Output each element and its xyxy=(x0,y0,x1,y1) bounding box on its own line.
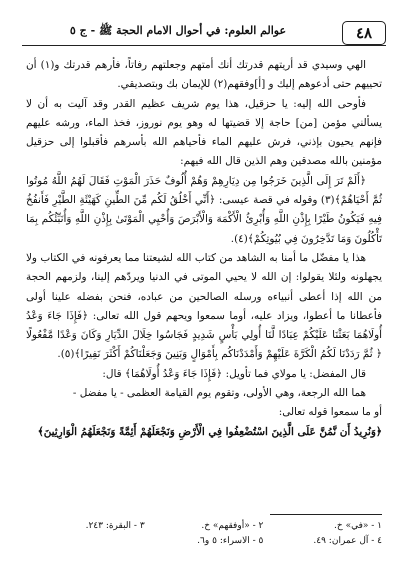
footnotes xyxy=(26,519,382,549)
paragraph: فأوحى الله إليه: يا حزقيل، هذا يوم شريف عظيم القدر وقد آليت به أن لا يسألني مؤمن [من] حاجة إلا قضيتها له وهو يوم نوروز، فخذ الماء، ورشه عليهم فإنهم يحيون بإذني، فرش عليهم الماء فأحياهم الله بأسرهم فأقبلوا إلى حزقيل مؤمنين بالله مصدقين وهم الذين قال الله فيهم: xyxy=(26,97,382,168)
footnote-row xyxy=(26,519,382,534)
footnote: ٤ - آل عمران: ٤٩. xyxy=(313,536,382,546)
paragraph: الهي وسيدي قد أريتهم قدرتك أنك أمتهم وجعلتهم رفاتاً، فأرهم قدرتك و(١) أن تحييهم حتى أدعوهم إليك و [أ]وفقهم(٢) للإيمان بك وبتصديقي. xyxy=(26,59,382,91)
quran-quote-paragraph: ﴿أَلَمْ تَرَ إِلَى الَّذِينَ خَرَجُوا مِن دِيَارِهِمْ وَهُمْ أُلُوفٌ حَذَرَ الْمَوْتِ فَقَالَ لَهُمُ اللَّهُ مُوتُوا ثُمَّ أَحْيَاهُمْ﴾(٣) وقوله في قصة عيسى: ﴿أَنِّي أَخْلُقُ لَكُم مِّنَ الطِّينِ كَهَيْئَةِ الطَّيْرِ فَأَنفُخُ فِيهِ فَيَكُونُ طَيْرًا بِإِذْنِ اللَّهِ وَأُبْرِئُ الْأَكْمَهَ وَالْأَبْرَصَ وَأُحْيِي الْمَوْتَىٰ بِإِذْنِ اللَّهِ وَأُنَبِّئُكُم بِمَا تَأْكُلُونَ وَمَا تَدَّخِرُونَ فِي بُيُوتِكُمْ﴾(٤). xyxy=(26,174,383,245)
footnote: ٢ - «أوفقهم» خ. xyxy=(201,521,264,531)
footnote: ٥ - الاسراء: ٥ و٦. xyxy=(197,536,264,546)
paragraph: هما الله الرجعة، وهي الأولى، وتقوم يوم القيامة العظمى - يا مفضل - xyxy=(72,387,366,400)
footnote-separator xyxy=(270,514,382,515)
running-title: عوالم العلوم: في أحوال الامام الحجة ﷺ - ج ٥ xyxy=(69,24,287,37)
footnote-spacer xyxy=(26,534,145,549)
footnote: ٣ - البقرة: ٢٤٣. xyxy=(85,521,145,531)
page-number: ٤٨ xyxy=(342,21,386,45)
paragraph: هذا يا مفضّل ما أمنا به الشاهد من كتاب الله لشيعتنا مما يعرفونه في الكتاب ولا يجهلونه ولئلا يقولوا: إن الله لا يحيي الموتى في الدنيا ويردّهم إلينا، ولزمهم الحجة من الله إذا أعطى أنبياءه ورسله الصالحين من عباده، فنحن بفضله علينا أولى فأعطانا ما أعطوا، ويزاد عليه، أوما سمعوا ويحهم قول الله تعالى: ﴿فَإِذَا جَاءَ وَعْدُ أُولَاهُمَا بَعَثْنَا عَلَيْكُمْ عِبَادًا لَّنَا أُولِي بَأْسٍ شَدِيدٍ فَجَاسُوا خِلَالَ الدِّيَارِ وَكَانَ وَعْدًا مَّفْعُولًا ﴿ ثُمَّ رَدَدْنَا لَكُمُ الْكَرَّةَ عَلَيْهِمْ وَأَمْدَدْنَاكُم بِأَمْوَالٍ وَبَنِينَ وَجَعَلْنَاكُمْ أَكْثَرَ نَفِيرًا﴾(٥). xyxy=(26,251,382,361)
page-header xyxy=(22,21,386,46)
footnote-row xyxy=(26,534,382,549)
footnote: ١ - «في» خ. xyxy=(334,521,382,531)
quran-quote: ﴿وَنُرِيدُ أَن نَّمُنَّ عَلَى الَّذِينَ اسْتُضْعِفُوا فِي الْأَرْضِ وَنَجْعَلَهُمْ أَئِمَّةً وَنَجْعَلَهُمُ الْوَارِثِينَ﴾ xyxy=(37,425,382,438)
body-text xyxy=(26,56,382,442)
paragraph: أو ما سمعوا قوله تعالى: xyxy=(278,406,382,419)
paragraph: قال المفضل: يا مولاي فما تأويل: ﴿فَإِذَا جَاءَ وَعْدُ أُولَاهُمَا﴾ قال: xyxy=(102,367,366,380)
